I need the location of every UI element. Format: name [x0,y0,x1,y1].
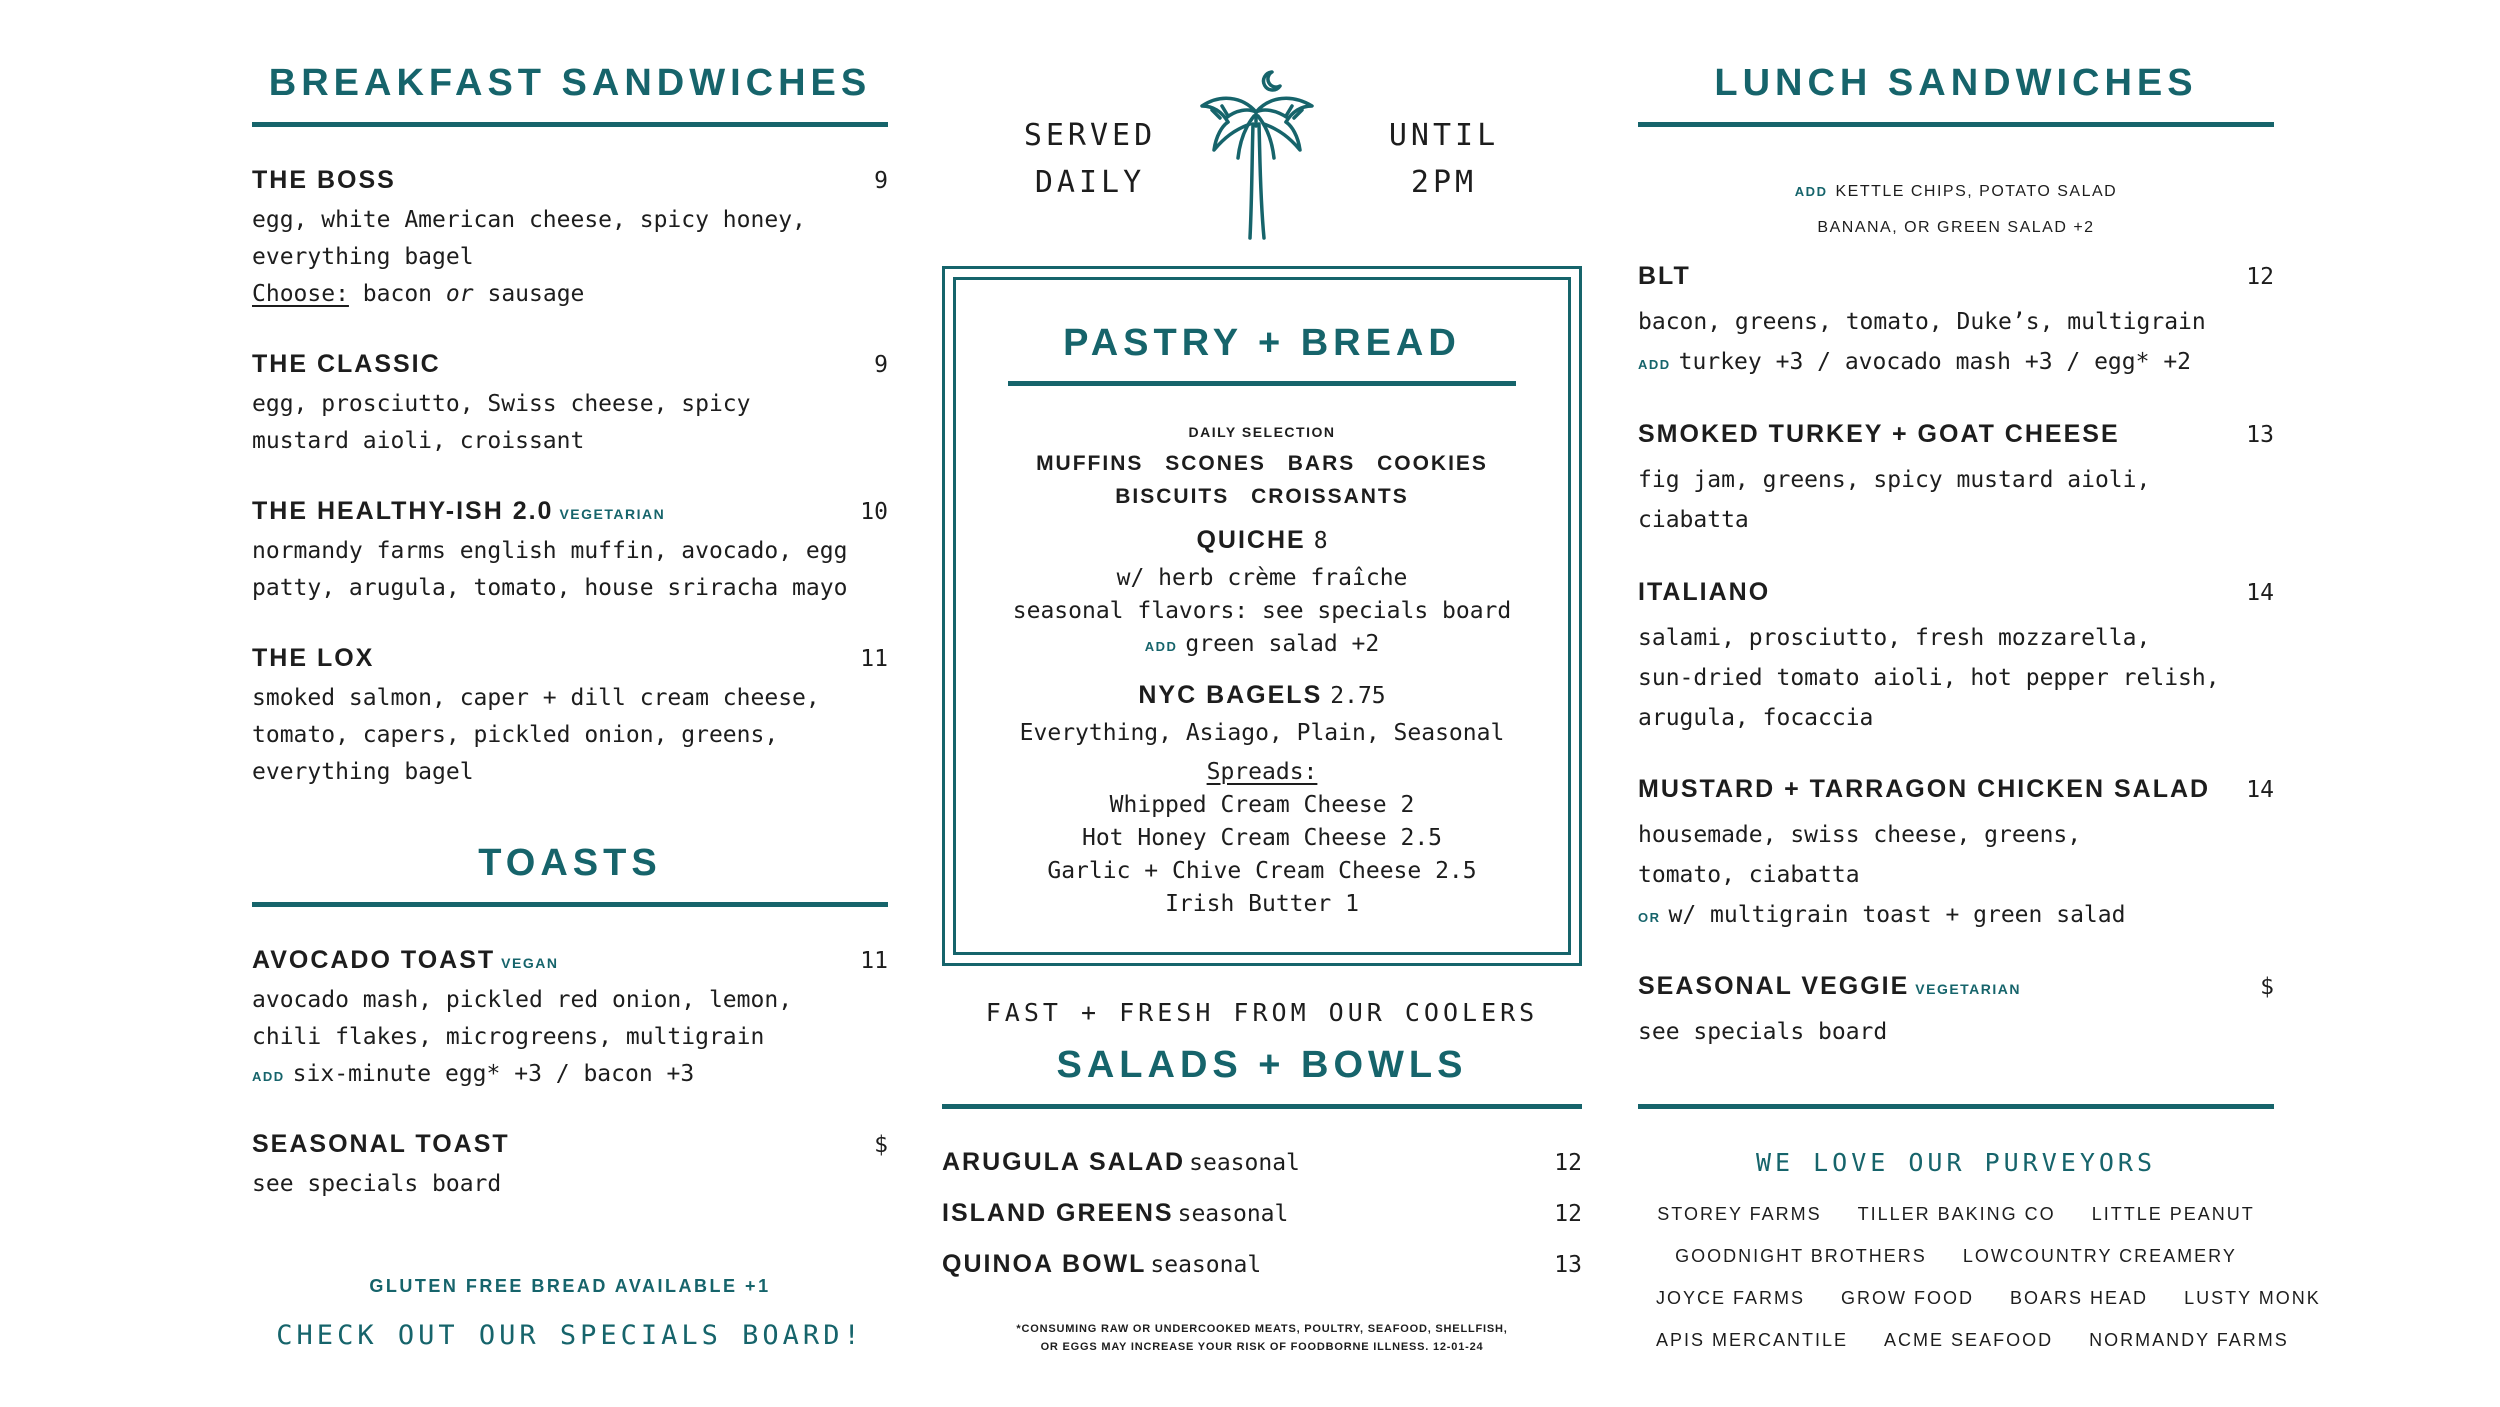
purveyor-name: NORMANDY FARMS [2089,1330,2289,1350]
menu-item [1638,578,2274,738]
item-price: 9 [874,352,888,378]
item-name: THE CLASSIC [252,350,441,378]
served-line: SERVED [1023,118,1157,153]
diet-tag: VEGETARIAN [559,506,666,522]
purveyor-name: JOYCE FARMS [1656,1288,1806,1308]
quiche-desc: w/ herb crème fraîche [1116,565,1408,591]
quiche-name: QUICHE [1196,526,1306,554]
pastry-box [942,266,1582,966]
purveyor-row [1638,1246,2274,1288]
menu-item [252,350,888,460]
lunch-title: LUNCH SANDWICHES [1714,62,2198,104]
pastry-box-inner [953,277,1571,955]
item-desc: see specials board [1638,1019,1888,1045]
menu-item [252,946,888,1095]
item-price: $ [2260,974,2274,1000]
menu-item [1638,775,2274,938]
spread-item: Hot Honey Cream Cheese 2.5 [1081,825,1443,851]
item-price: 12 [1554,1150,1582,1176]
specials-note: CHECK OUT OUR SPECIALS BOARD! [276,1320,864,1351]
item-name: AVOCADO TOAST [252,946,496,974]
purveyors-list [1638,1204,2321,1372]
sides-line: KETTLE CHIPS, POTATO SALAD [1835,183,2118,200]
purveyor-name: LITTLE PEANUT [2091,1204,2255,1224]
purveyor-row [1638,1204,2274,1246]
menu-item [252,1130,888,1203]
choose-label: Choose: [252,281,349,307]
item-name: MUSTARD + TARRAGON CHICKEN SALAD [1638,775,2211,803]
choose-or: or [445,281,474,307]
item-note: seasonal [1150,1252,1262,1278]
item-desc: fig jam, greens, spicy mustard aioli, [1638,467,2151,493]
item-note: seasonal [1189,1150,1300,1176]
sides-line: BANANA, OR GREEN SALAD +2 [1817,219,2095,236]
pastry-list-line: MUFFINS SCONES BARS COOKIES [1036,452,1488,475]
breakfast-rule [252,122,888,127]
add-text: w/ multigrain toast + green salad [1668,902,2126,928]
purveyors-title: WE LOVE OUR PURVEYORS [1755,1148,2157,1177]
purveyor-name: APIS MERCANTILE [1656,1330,1849,1350]
health-disclaimer [942,1320,1582,1356]
item-desc: everything bagel [252,759,474,785]
served-line: UNTIL [1388,118,1500,153]
item-name: THE HEALTHY-ISH 2.0 [252,497,554,525]
salads-title: SALADS + BOWLS [1056,1044,1468,1086]
spread-item: Garlic + Chive Cream Cheese 2.5 [1047,858,1477,884]
toasts-rule [252,902,888,907]
spread-item: Whipped Cream Cheese 2 [1109,792,1415,818]
item-desc: arugula, focaccia [1638,705,1874,731]
item-name: ITALIANO [1638,578,1771,606]
purveyor-name: GROW FOOD [1841,1288,1975,1308]
add-text: green salad +2 [1185,631,1380,657]
item-name: ARUGULA SALAD [942,1148,1186,1176]
disclaimer-line: OR EGGS MAY INCREASE YOUR RISK OF FOODBORNE ILLNESS. 12-01-24 [1040,1341,1484,1353]
add-label: ADD [1144,639,1178,654]
item-desc: tomato, capers, pickled onion, greens, [252,722,779,748]
pastry-list [956,447,1568,513]
purveyor-row [1638,1288,2321,1330]
purveyor-name: BOARS HEAD [2010,1288,2149,1308]
item-desc: smoked salmon, caper + dill cream cheese, [252,685,820,711]
menu-item [1638,420,2274,540]
coolers-kicker: FAST + FRESH FROM OUR COOLERS [985,998,1539,1027]
lunch-sides [1638,174,2274,246]
item-choose [252,276,888,313]
add-label: ADD [1794,184,1828,199]
item-addon [252,1056,888,1095]
bagels-kinds: Everything, Asiago, Plain, Seasonal [1019,720,1505,746]
item-desc: bacon, greens, tomato, Duke’s, multigrain [1638,309,2206,335]
item-price: 14 [2246,580,2274,606]
menu-item [942,1199,1582,1228]
item-name: QUINOA BOWL [942,1250,1147,1278]
item-desc: see specials board [252,1171,502,1197]
salads-rule [942,1104,1582,1109]
add-text: six-minute egg* +3 / bacon +3 [292,1061,695,1087]
item-price: 10 [860,499,888,525]
purveyors-rule [1638,1104,2274,1109]
item-price: 11 [860,948,888,974]
item-name: THE BOSS [252,166,396,194]
item-addon [1638,895,2274,938]
item-desc: normandy farms english muffin, avocado, egg [252,538,848,564]
purveyor-name: LUSTY MONK [2184,1288,2321,1308]
item-name: SEASONAL TOAST [252,1130,510,1158]
item-desc: ciabatta [1638,507,1749,533]
item-price: 9 [874,168,888,194]
item-addon [1638,342,2274,385]
purveyor-name: ACME SEAFOOD [1884,1330,2054,1350]
purveyor-name: STOREY FARMS [1657,1204,1822,1224]
item-price: 14 [2246,777,2274,803]
served-line: DAILY [1034,165,1146,200]
breakfast-title: BREAKFAST SANDWICHES [268,62,872,104]
item-name: BLT [1638,262,1691,290]
quiche-price: 8 [1313,528,1328,554]
item-note: seasonal [1177,1201,1289,1227]
pastry-rule [1008,381,1516,386]
item-desc: chili flakes, microgreens, multigrain [252,1024,765,1050]
diet-tag: VEGETARIAN [1915,981,2022,997]
served-line: 2PM [1410,165,1478,200]
menu-item [942,1148,1582,1177]
diet-tag: VEGAN [501,955,559,971]
disclaimer-line: *CONSUMING RAW OR UNDERCOOKED MEATS, POULTRY, SEAFOOD, SHELLFISH, [1016,1323,1508,1335]
add-text: turkey +3 / avocado mash +3 / egg* +2 [1678,349,2192,375]
menu-item [942,1250,1582,1279]
item-desc: housemade, swiss cheese, greens, [1638,822,2082,848]
menu-item [1638,972,2274,1052]
item-desc: salami, prosciutto, fresh mozzarella, [1638,625,2151,651]
until-2pm-text [1344,112,1544,206]
purveyor-name: LOWCOUNTRY CREAMERY [1962,1246,2237,1266]
item-desc: everything bagel [252,244,474,270]
pastry-list-line: BISCUITS CROISSANTS [1115,485,1409,508]
item-desc: patty, arugula, tomato, house sriracha mayo [252,575,848,601]
palm-tree-icon [1192,66,1322,246]
item-name: ISLAND GREENS [942,1199,1174,1227]
quiche-desc: seasonal flavors: see specials board [1012,598,1512,624]
item-price: 12 [1554,1201,1582,1227]
toasts-title: TOASTS [478,842,662,884]
item-name: SEASONAL VEGGIE [1638,972,1910,1000]
quiche-addon [956,628,1568,663]
menu-item [252,644,888,791]
purveyor-row [1638,1330,2289,1372]
spreads-block [956,756,1568,921]
purveyor-name: TILLER BAKING CO [1857,1204,2056,1224]
bagels-block [956,677,1568,750]
item-desc: egg, prosciutto, Swiss cheese, spicy [252,391,751,417]
choose-option: sausage [487,281,585,307]
pastry-title: PASTRY + BREAD [1063,322,1461,364]
item-desc: sun-dried tomato aioli, hot pepper relish, [1638,665,2220,691]
item-name: SMOKED TURKEY + GOAT CHEESE [1638,420,2120,448]
choose-option: bacon [362,281,433,307]
served-daily-text [990,112,1190,206]
item-desc: tomato, ciabatta [1638,862,1860,888]
spreads-label: Spreads: [1206,759,1318,785]
add-label: ADD [1638,357,1671,372]
item-desc: egg, white American cheese, spicy honey, [252,207,806,233]
gluten-free-note: GLUTEN FREE BREAD AVAILABLE +1 [369,1276,771,1296]
daily-selection-label: DAILY SELECTION [1188,424,1336,440]
quiche-block [956,522,1568,663]
menu-item [252,166,888,313]
item-desc: avocado mash, pickled red onion, lemon, [252,987,793,1013]
item-price: 13 [2246,422,2274,448]
add-label: OR [1638,910,1661,925]
menu-item [252,497,888,607]
bagels-name: NYC BAGELS [1138,681,1323,709]
add-label: ADD [252,1069,285,1084]
item-price: 11 [860,646,888,672]
spread-item: Irish Butter 1 [1165,891,1359,917]
item-name: THE LOX [252,644,375,672]
item-desc: mustard aioli, croissant [252,428,585,454]
item-price: $ [874,1132,888,1158]
purveyor-name: GOODNIGHT BROTHERS [1675,1246,1927,1266]
lunch-rule [1638,122,2274,127]
bagels-price: 2.75 [1330,683,1386,709]
item-price: 13 [1554,1252,1582,1278]
item-price: 12 [2246,264,2274,290]
menu-item [1638,262,2274,385]
